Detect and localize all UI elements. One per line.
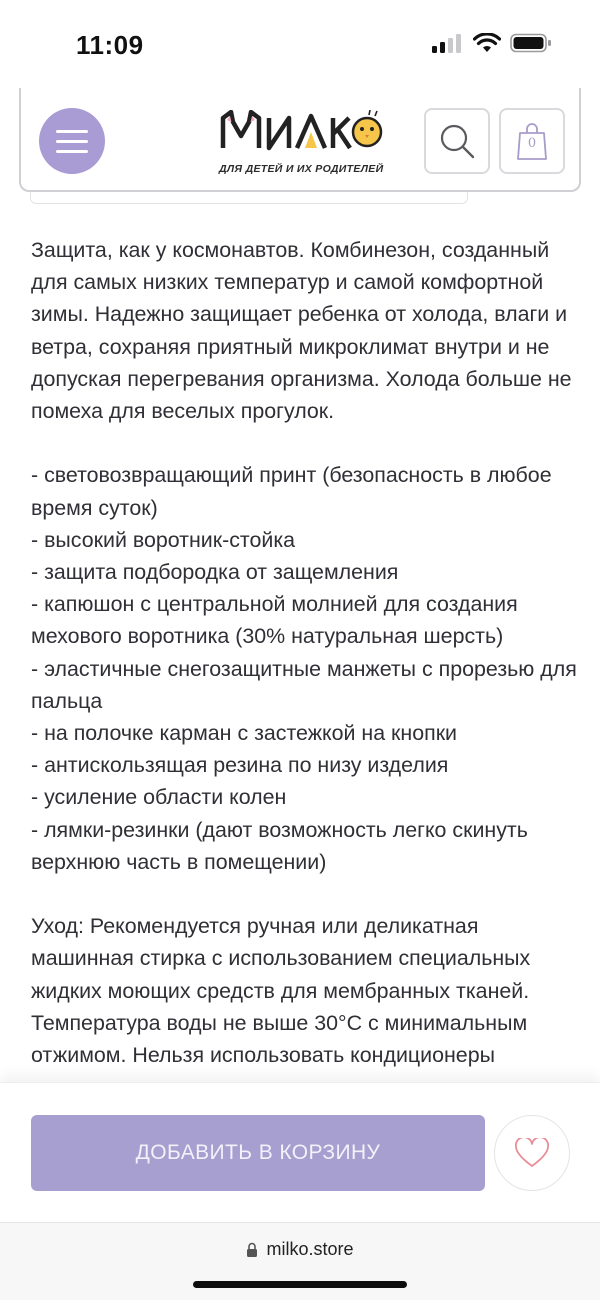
- feature-item: - высокий воротник-стойка: [31, 527, 296, 552]
- feature-list: [31, 459, 579, 878]
- feature-item: - усиление области колен: [31, 785, 287, 810]
- logo-wordmark: [219, 110, 383, 152]
- favorite-button[interactable]: [494, 1115, 570, 1191]
- home-indicator[interactable]: [193, 1281, 407, 1288]
- product-description: [31, 234, 579, 1071]
- feature-item: - капюшон с центральной молнией для создания мехового воротника (30% натуральная шерсть): [31, 592, 518, 649]
- menu-button[interactable]: [39, 108, 105, 174]
- wifi-icon: [473, 33, 501, 53]
- browser-bar: [0, 1222, 600, 1300]
- feature-item: - защита подбородка от защемления: [31, 560, 399, 585]
- add-to-cart-button[interactable]: ДОБАВИТЬ В КОРЗИНУ: [31, 1115, 485, 1191]
- care-instructions: Уход: Рекомендуется ручная или деликатная машинная стирка с использованием специальных жидких моющих средств для мембранных тканей. Температура воды не выше 30°С с минимальным отжимом. Нельзя использовать кондиционеры: [31, 914, 531, 1068]
- address-bar[interactable]: [0, 1239, 600, 1260]
- heart-icon: [515, 1138, 549, 1168]
- search-icon: [437, 121, 477, 161]
- lock-icon: [246, 1242, 258, 1258]
- status-icons: [432, 33, 552, 53]
- status-bar: [0, 0, 600, 90]
- status-time: 11:09: [76, 30, 144, 60]
- product-action-bar: [0, 1082, 600, 1222]
- search-button[interactable]: [424, 108, 490, 174]
- description-intro: Защита, как у космонавтов. Комбинезон, созданный для самых низких температур и самой комфортной зимы. Надежно защищает ребенка от холода, влаги и ветра, сохраняя приятный микроклимат внутри и не допуская перегревания организма. Холода больше не помеха для веселых прогулок.: [31, 238, 572, 424]
- site-logo[interactable]: [219, 110, 385, 176]
- logo-tagline: ДЛЯ ДЕТЕЙ И ИХ РОДИТЕЛЕЙ: [219, 163, 384, 175]
- feature-item: - эластичные снегозащитные манжеты с прорезью для пальца: [31, 656, 577, 713]
- feature-item: - световозвращающий принт (безопасность в любое время суток): [31, 463, 552, 520]
- cellular-signal-icon: [432, 33, 464, 53]
- feature-item: - лямки-резинки (дают возможность легко скинуть верхнюю часть в помещении): [31, 817, 528, 874]
- site-header: [19, 88, 581, 192]
- url-text: milko.store: [266, 1239, 354, 1259]
- feature-item: - антискользящая резина по низу изделия: [31, 753, 449, 778]
- cart-count: 0: [527, 136, 537, 151]
- cart-button[interactable]: [499, 108, 565, 174]
- hamburger-menu-icon: [56, 130, 88, 133]
- feature-item: - на полочке карман с застежкой на кнопки: [31, 721, 457, 746]
- header-underlay: [30, 192, 468, 204]
- battery-icon: [510, 33, 552, 53]
